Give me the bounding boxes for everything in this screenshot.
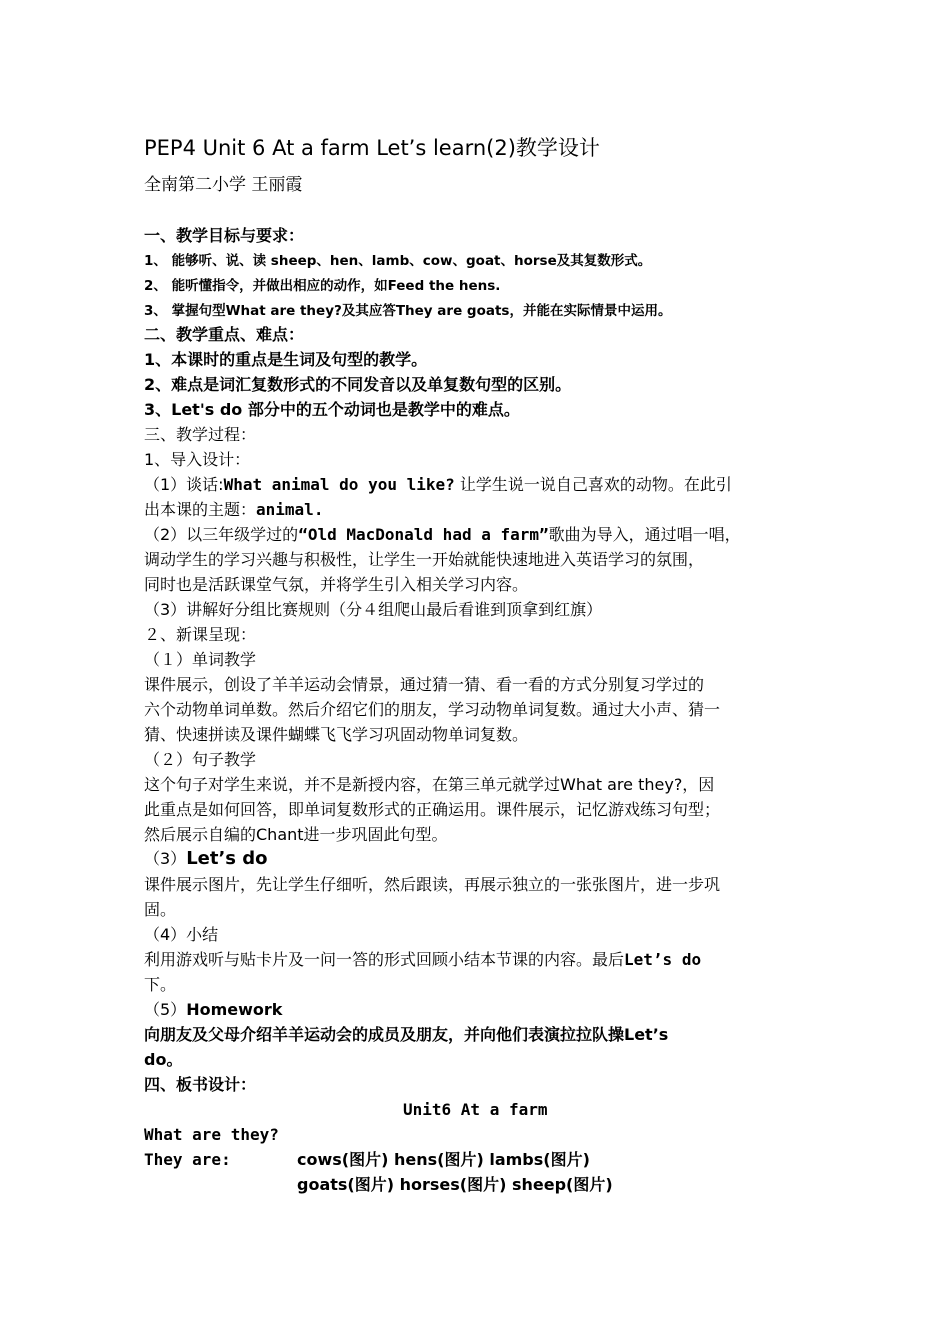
text-run: “Old MacDonald had a farm” xyxy=(298,525,549,544)
subsection-vocab: （１）单词教学 xyxy=(144,650,257,669)
text-run: Let’s do xyxy=(624,950,702,969)
summary-text-line xyxy=(144,949,701,971)
board-title: Unit6 At a farm xyxy=(403,1100,548,1119)
section2-heading: 二、教学重点、难点： xyxy=(144,325,305,344)
homework-text-line: do。 xyxy=(144,1050,183,1069)
vocab-text-line: 六个动物单词单数。然后介绍它们的朋友，学习动物单词复数。通过大小声、猜一 xyxy=(144,700,721,719)
text-run: animal. xyxy=(256,500,324,519)
objective-item-1: 1、 能够听、说、读 sheep、hen、lamb、cow、goat、horse及其复数形式。 xyxy=(144,253,652,269)
sentence-text-line: 此重点是如何回答，即单词复数形式的正确运用。课件展示，记忆游戏练习句型； xyxy=(144,800,721,819)
text-run: 出本课的主题： xyxy=(144,500,257,519)
sentence-text-line: 这个句子对学生来说，并不是新授内容，在第三单元就学过What are they?，因 xyxy=(144,775,715,794)
section3-heading: 三、教学过程： xyxy=(144,425,257,444)
text-run: What animal do you like? xyxy=(223,475,455,494)
intro-paragraph-3: （3）讲解好分组比赛规则（分４组爬山最后看谁到顶拿到红旗） xyxy=(144,600,603,619)
board-row-2: goats(图片) horses(图片) sheep(图片) xyxy=(297,1175,613,1194)
objective-item-2: 2、 能听懂指令，并做出相应的动作，如Feed the hens. xyxy=(144,278,501,294)
board-answer-label: They are: xyxy=(144,1150,231,1169)
text-run: 歌曲为导入，通过唱一唱， xyxy=(548,525,741,544)
objective-item-3: 3、 掌握句型What are they?及其应答They are goats，并能在实际情景中运用。 xyxy=(144,303,672,319)
keypoint-item-3: 3、Let's do 部分中的五个动词也是教学中的难点。 xyxy=(144,400,520,419)
vocab-text-line: 课件展示，创设了羊羊运动会情景，通过猜一猜、看一看的方式分别复习学过的 xyxy=(144,675,705,694)
page-title: PEP4 Unit 6 At a farm Let’s learn(2)教学设计 xyxy=(144,136,600,160)
step2-heading: ２、新课呈现： xyxy=(144,625,257,644)
lets-do-text-line: 课件展示图片，先让学生仔细听，然后跟读，再展示独立的一张张图片，进一步巩 xyxy=(144,875,721,894)
subsection-lets-do xyxy=(144,848,268,870)
board-question: What are they? xyxy=(144,1125,279,1144)
subsection-sentence: （２）句子教学 xyxy=(144,750,257,769)
text-run: 利用游戏听与贴卡片及一问一答的形式回顾小结本节课的内容。最后 xyxy=(144,950,625,969)
lets-do-text-line: 固。 xyxy=(144,900,177,919)
subsection-summary: （4）小结 xyxy=(144,925,219,944)
step1-heading: 1、导入设计： xyxy=(144,450,251,469)
subsection-homework xyxy=(144,999,282,1021)
author-line: 全南第二小学 王丽霞 xyxy=(144,175,303,195)
intro-paragraph-2-cont: 同时也是活跃课堂气氛，并将学生引入相关学习内容。 xyxy=(144,575,529,594)
text-run: 让学生说一说自己喜欢的动物。在此引 xyxy=(454,475,732,494)
text-run: （3） xyxy=(144,849,187,868)
text-run: Let’s do xyxy=(186,848,268,869)
intro-paragraph-2 xyxy=(144,524,741,546)
intro-paragraph-2-cont: 调动学生的学习兴趣与积极性，让学生一开始就能快速地进入英语学习的氛围， xyxy=(144,550,705,569)
text-run: （5） xyxy=(144,1000,187,1019)
text-run: Homework xyxy=(186,1000,283,1019)
sentence-text-line: 然后展示自编的Chant进一步巩固此句型。 xyxy=(144,825,448,844)
board-row-1: cows(图片) hens(图片) lambs(图片) xyxy=(297,1150,590,1169)
summary-text-line: 下。 xyxy=(144,975,177,994)
intro-paragraph-1 xyxy=(144,474,732,496)
keypoint-item-2: 2、难点是词汇复数形式的不同发音以及单复数句型的区别。 xyxy=(144,375,572,394)
section1-heading: 一、教学目标与要求： xyxy=(144,226,305,245)
homework-text-line: 向朋友及父母介绍羊羊运动会的成员及朋友，并向他们表演拉拉队操Let’s xyxy=(144,1025,669,1044)
intro-paragraph-1-cont xyxy=(144,499,323,521)
section4-heading: 四、板书设计： xyxy=(144,1075,257,1094)
keypoint-item-1: 1、本课时的重点是生词及句型的教学。 xyxy=(144,350,428,369)
text-run: （2）以三年级学过的 xyxy=(144,525,299,544)
vocab-text-line: 猜、快速拼读及课件蝴蝶飞飞学习巩固动物单词复数。 xyxy=(144,725,529,744)
text-run: （1）谈话: xyxy=(144,475,224,494)
